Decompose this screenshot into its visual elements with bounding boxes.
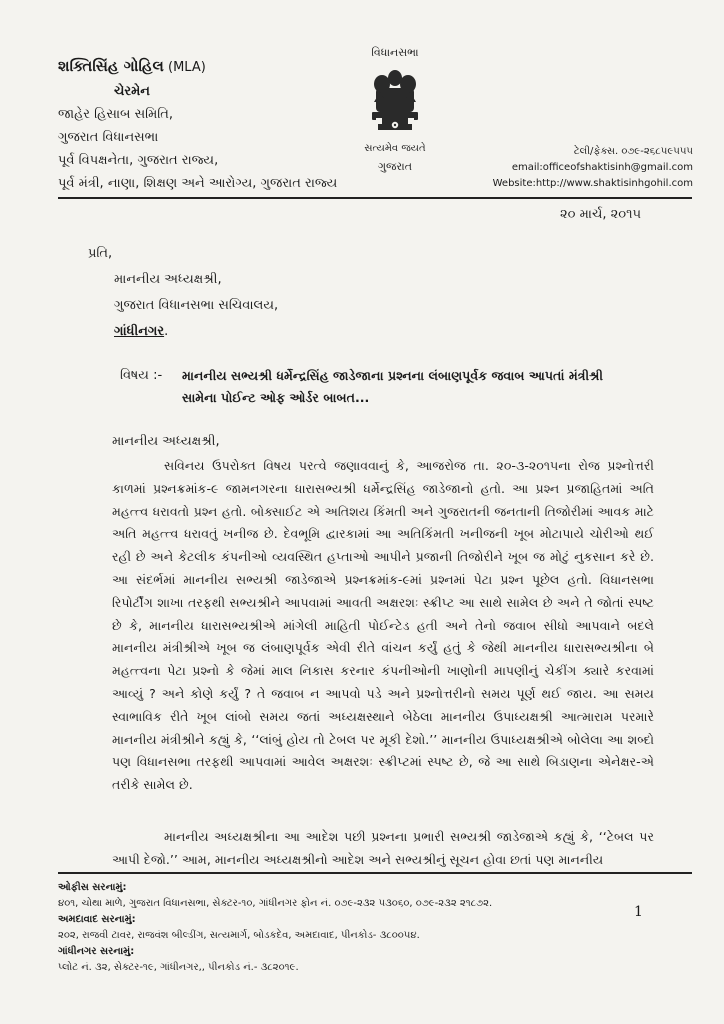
body-paragraph-1: સવિનય ઉપરોક્ત વિષય પરત્વે જણાવવાનું કે, આજરોજ તા. ૨૦-૩-૨૦૧૫ના રોજ પ્રશ્નોત્તરી કાળમાં પ્રશ્નક્રમાંક-૯ જામનગરના ધારાસભ્યશ્રી ધર્મેન્દ્રસિંહ જાડેજાનો હતો. આ પ્રશ્ન પ્રજાહિતમાં અતિ મહત્ત્વ ધરાવતો પ્રશ્ન હતો. બોક્સાઈટ એ અતિશય કિંમતી અને ગુજરાતની જનતાની તિજોરીમાં આવક માટે અતિ મહત્ત્વ ધરાવતું ખનીજ છે. દેવભૂમિ દ્વારકામાં આ અતિકિંમતી ખનીજની ખૂબ મોટાપાયે ચોરીઓ થઈ રહી છે અને કેટલીક કંપનીઓ વ્યવસ્થિત હપ્તાઓ આપીને પ્રજાની તિજોરીને ખૂબ જ મોટું નુકસાન કરે છે. આ સંદર્ભમાં માનનીય સભ્યશ્રી જાડેજાએ પ્રશ્નક્રમાંક-૯માં પ્રશ્નમાં પેટા પ્રશ્ન પૂછેલ હતો. વિધાનસભા રિપોર્ટીંગ શાખા તરફથી સભ્યશ્રીને આપવામાં આવતી અક્ષરશઃ સ્ક્રીપ્ટ આ સાથે સામેલ છે અને તે જોતાં સ્પષ્ટ છે કે, માનનીય ધારાસભ્યશ્રીએ માંગેલી માહિતી પોઈન્ટેડ હતી અને તેનો જવાબ સીધો આપવાને બદલે માનનીય મંત્રીશ્રીએ ખૂબ જ લંબાણપૂર્વક એવી રીતે વાંચન કર્યું હતું કે જેથી માનનીય ધારાસભ્યશ્રીના બે મહત્ત્વના પેટા પ્રશ્નો કે જેમાં માલ નિકાસ કરનાર કંપનીઓની ખાણોની માપણીનું ચેકીંગ ક્યારે કરવામાં આવ્યું ? અને કોણે કર્યું ? તે જવાબ ન આપવો પડે અને પ્રશ્નોત્તરીનો સમય પૂર્ણ થઈ જાય. આ સમય સ્વાભાવિક રીતે ખૂબ લાંબો સમય જતાં અધ્યક્ષસ્થાને બેઠેલા માનનીય ઉપાધ્યક્ષશ્રી આત્મારામ પરમારે માનનીય મંત્રીશ્રીને કહ્યું કે, ‘‘લાંબું હોય તો ટેબલ પર મૂકી દેશો.’’ માનનીય ઉપાધ્યક્ષશ્રીએ બોલેલા આ શબ્દો પણ વિધાનસભા તરફથી આપવામાં આવેલ અક્ષરશઃ સ્ક્રીપ્ટમાં સ્પષ્ટ છે, જે આ સાથે બિડાણના એનેક્ષર-એ તરીકે સામેલ છે. (112, 458, 654, 793)
recipient-city (114, 324, 168, 340)
recipient-city-name: ગાંધીનગર (114, 324, 165, 339)
subject-line-1: માનનીય સભ્યશ્રી ધર્મેન્દ્રસિંહ જાડેજાના પ્રશ્નના લંબાણપૂર્વક જવાબ આપતાં મંત્રીશ્રી (182, 368, 603, 383)
footer-gandhinagar-label: ગાંધીનગર સરનામું: (58, 946, 135, 957)
emblem-motto: સત્યમેવ જયતે (364, 143, 426, 154)
salutation: માનનીય અધ્યક્ષશ્રી, (112, 434, 220, 449)
header-divider (58, 197, 692, 199)
contact-website: Website:http://www.shaktisinhgohil.com (492, 178, 693, 189)
recipient-prefix: પ્રતિ, (88, 246, 113, 261)
letter-date: ૨૦ માર્ચ, ૨૦૧૫ (560, 207, 641, 222)
emblem-bottom-label: ગુજરાત (377, 160, 413, 173)
recipient-city-suffix: . (164, 324, 169, 339)
contact-phone: ટેલી/ફેક્સ. ૦૭૯-૨૬૮૫૯૫૫૫ (573, 146, 693, 157)
letterhead-line-1: ચેરમેન (114, 84, 150, 99)
footer-office-label: ઓફીસ સરનામું: (58, 882, 127, 893)
footer-gandhinagar-address: પ્લોટ નં. ૩૨, સેક્ટર-૧૯, ગાંધીનગર,, પીનકોડ નં.- ૩૮૨૦૧૯. (58, 962, 299, 973)
subject-line-2: સામેના પોઈન્ટ ઓફ ઓર્ડર બાબત... (182, 390, 370, 405)
footer-office-address: ૪૦૧, ચોથા માળે, ગુજરાત વિધાનસભા, સેક્ટર-૧૦, ગાંધીનગર ફોન નં. ૦૭૯-૨૩૨ ૫૩૦૬૦, ૦૭૯-૨૩૨ ૨૧૮૭૨. (58, 898, 493, 909)
contact-email: email:officeofshaktisinh@gmail.com (511, 162, 693, 173)
subject-label: વિષય :- (120, 368, 163, 383)
emblem-top-label: વિધાનસભા (371, 46, 419, 59)
letterhead-line-3: ગુજરાત વિધાનસભા (58, 130, 159, 145)
ashoka-emblem-icon (360, 62, 430, 142)
recipient-line-1: માનનીય અધ્યક્ષશ્રી, (114, 272, 222, 287)
sender-name: શક્તિસિંહ ગોહિલ (58, 57, 164, 75)
footer-divider (58, 872, 692, 874)
letterhead-line-5: પૂર્વ મંત્રી, નાણા, શિક્ષણ અને આરોગ્ય, ગુજરાત રાજ્ય (58, 176, 338, 191)
sender-designation: (MLA) (168, 60, 206, 75)
body-paragraph-2: માનનીય અધ્યક્ષશ્રીના આ આદેશ પછી પ્રશ્નના પ્રભારી સભ્યશ્રી જાડેજાએ કહ્યું કે, ‘‘ટેબલ પર આપી દેજો.’’ આમ, માનનીય અધ્યક્ષશ્રીનો આદેશ અને સભ્યશ્રીનું સૂચન હોવા છતાં પણ માનનીય (112, 829, 654, 867)
letterhead-line-2: જાહેર હિસાબ સમિતિ, (58, 107, 173, 122)
footer-ahmedabad-address: ૨૦૨, રાજવી ટાવર, રાજવંશ બીલ્ડીંગ, સત્યમાર્ગ, બોડકદેવ, અમદાવાદ, પીનકોડ- ૩૮૦૦૫૪. (58, 930, 420, 941)
letterhead-name (58, 58, 206, 76)
letterhead-line-4: પૂર્વ વિપક્ષનેતા, ગુજરાત રાજ્ય, (58, 153, 219, 168)
footer-ahmedabad-label: અમદાવાદ સરનામું: (58, 914, 136, 925)
recipient-line-2: ગુજરાત વિધાનસભા સચિવાલય, (114, 298, 279, 313)
page-number: 1 (634, 904, 643, 920)
